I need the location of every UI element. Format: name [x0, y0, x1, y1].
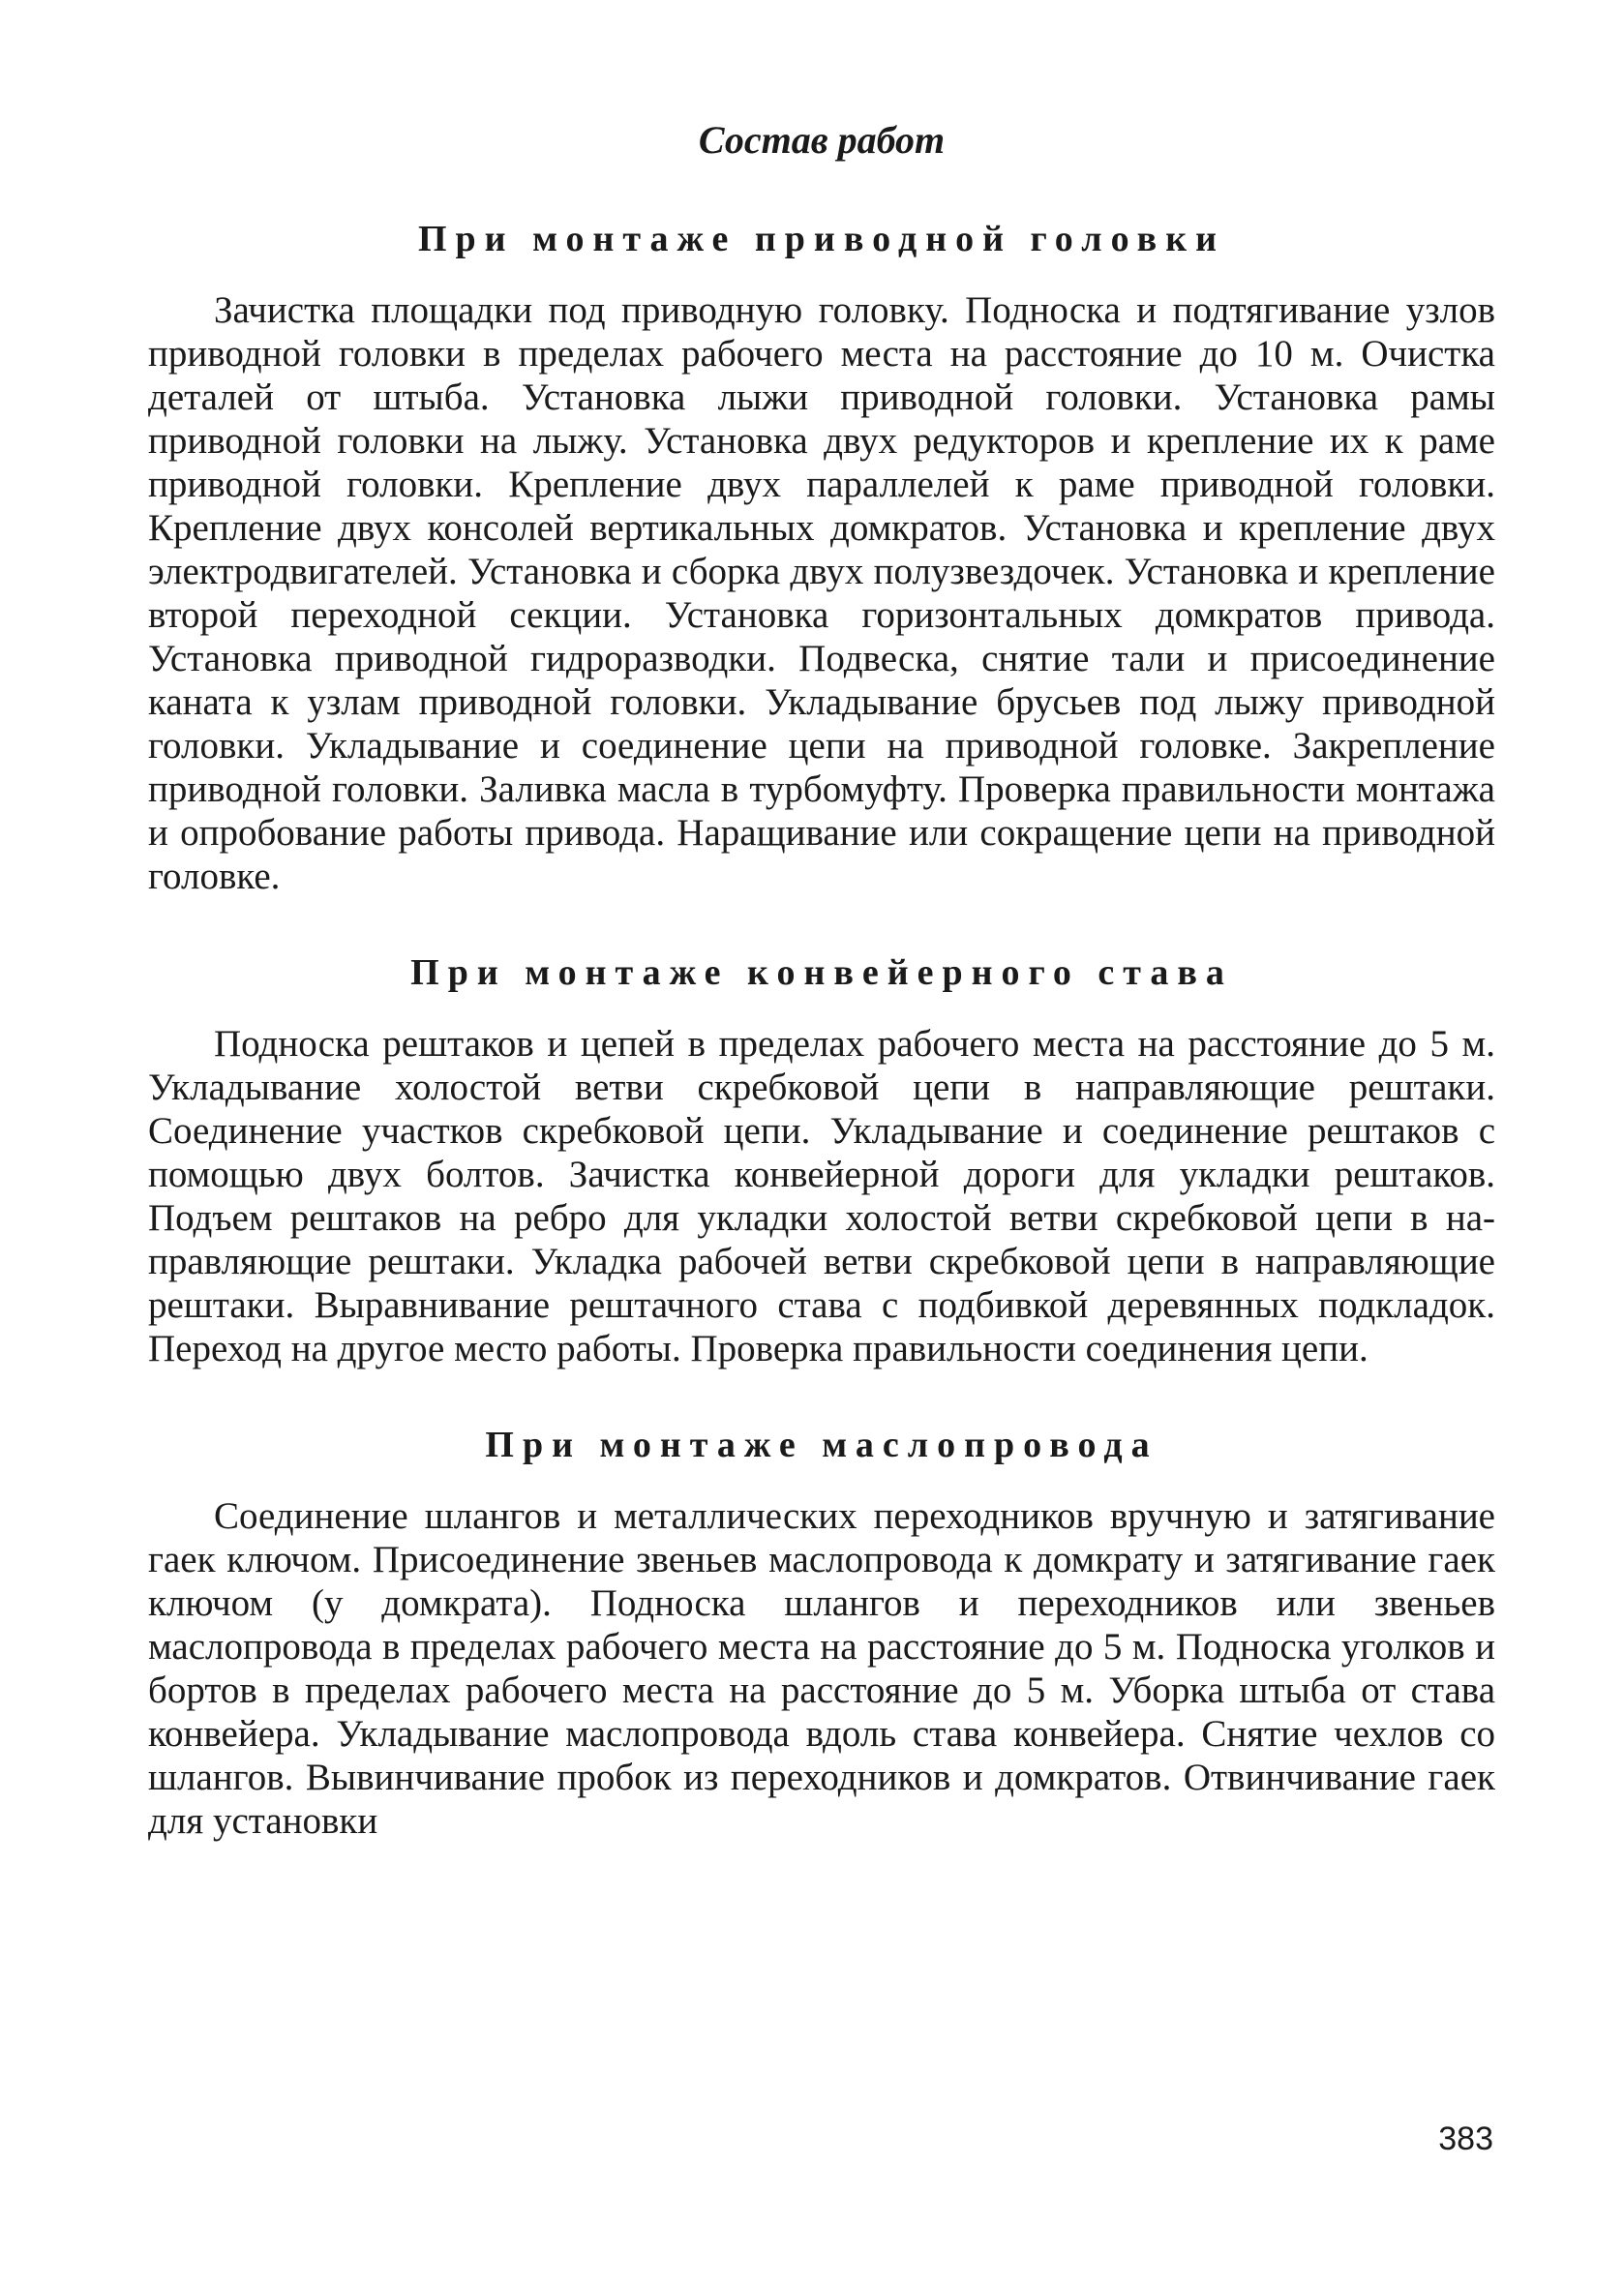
- section-paragraph: Зачистка площадки под приводную головку. Подноска и подтягивание узлов приводной головки в пределах рабочего места на расстояние до 10 м. Очистка деталей от штыба. Установка лыжи приводной головки. Установка рамы приводной головки на лыжу. Установка двух редукторов и крепление их к раме приводной головки. Крепление двух параллелей к раме приводной головки. Крепление двух консолей вертикальных домкратов. Установка и крепление двух электродвигателей. Установка и сборка двух полузвездочек. Установка и крепление второй переходной секции. Установка горизонтальных домкратов привода. Установка приводной гидроразводки. Подвеска, снятие тали и присоединение каната к узлам приводной головки. Укладывание брусьев под лыжу приводной головки. Укладывание и соединение цепи на приводной головке. Закрепление приводной головки. Заливка масла в турбомуфту. Проверка правильности монтажа и опробование работы привода. Наращивание или сокращение цепи на приводной головке.: [148, 289, 1495, 897]
- section-conveyor-frame: [148, 948, 1495, 1370]
- section-drive-head: [148, 215, 1495, 898]
- section-paragraph: Соединение шлангов и металлических переходников вручную и затягивание гаек ключом. Присоединение звеньев маслопровода к домкрату и затягивание гаек ключом (у домкрата). Подноска шлангов и переходников или звеньев маслопровода в пределах рабочего места на расстояние до 5 м. Подноска уголков и бортов в пределах рабочего места на расстояние до 5 м. Уборка штыба от става конвейера. Укладывание маслопровода вдоль става конвейера. Снятие чехлов со шлангов. Вывинчивание пробок из переходников и домкратов. Отвинчивание гаек для установки: [148, 1495, 1495, 1842]
- section-oil-line: [148, 1421, 1495, 1843]
- section-heading: При монтаже приводной головки: [417, 219, 1225, 259]
- document-page: [148, 116, 1495, 1843]
- section-heading: При монтаже конвейерного става: [410, 952, 1233, 993]
- page-number: 383: [1438, 2121, 1493, 2157]
- page-title: Состав работ: [698, 118, 946, 162]
- section-paragraph: Подноска рештаков и цепей в пределах рабочего места на расстояние до 5 м. Укладывание холостой ветви скребковой цепи в направляющие рештаки. Соединение участков скребковой цепи. Укладывание и соединение рештаков с помощью двух болтов. Зачистка конвейерной дороги для укладки рештаков. Подъем рештаков на ребро для укладки холостой ветви скребковой цепи в направляющие рештаки. Укладка рабочей ветви скребковой цепи в направляющие рештаки. Выравнивание рештачного става с подбивкой деревянных подкладок. Переход на другое место работы. Проверка правильности соединения цепи.: [148, 1023, 1495, 1369]
- section-heading: При монтаже маслопровода: [485, 1425, 1158, 1465]
